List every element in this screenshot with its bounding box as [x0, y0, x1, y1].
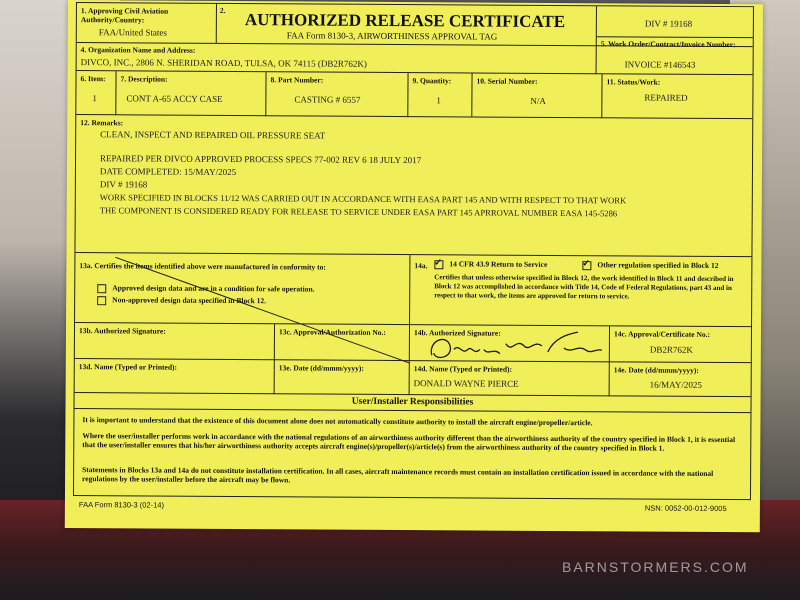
remark-line: REPAIRED PER DIVCO APPROVED PROCESS SPECS 77-002 REV 6 18 JULY 2017	[100, 153, 422, 166]
block-12-label: 12. Remarks:	[80, 118, 124, 128]
form-subtitle: FAA Form 8130-3, AIRWORTHINESS APPROVAL TAG	[286, 30, 498, 42]
block-9	[408, 73, 472, 117]
block-2	[217, 4, 597, 46]
responsibilities-body	[74, 409, 751, 499]
block-3-value: DIV # 19168	[644, 18, 693, 29]
block-7-label: 7. Description:	[120, 74, 168, 84]
block-1-label: 1. Approving Civil Aviation Authority/Country:	[80, 6, 169, 25]
block-13e-label: 13e. Date (dd/mmm/yyyy):	[278, 363, 364, 373]
block-13c	[275, 324, 410, 361]
block-13b	[75, 323, 275, 360]
remark-line: DIV # 19168	[99, 179, 148, 190]
block-14e-label: 14e. Date (dd/mmm/yyyy):	[613, 365, 699, 375]
block-10-value: N/A	[530, 95, 546, 106]
option-label: Non-approved design data specified in Block 12.	[112, 295, 267, 306]
block-14c-label: 14c. Approval/Certificate No.:	[613, 329, 711, 339]
block-8-value: CASTING # 6557	[294, 94, 361, 105]
block-5-label: 5. Work Order/Contract/Invoice Number:	[600, 39, 736, 50]
block-11-label: 11. Status/Work:	[606, 77, 661, 87]
block-6	[76, 71, 116, 115]
block-7	[116, 71, 266, 116]
responsibilities-p3: Statements in Blocks 13a and 14a do not constitute installation certification. In all cases, aircraft maintenance records must contain an installation certification issued in accordance with the national regulations by the user/installer before the aircraft may be flown.	[82, 465, 714, 485]
block-14c-value: DB2R762K	[649, 344, 693, 355]
block-14d-label: 14d. Name (Typed or Printed):	[413, 364, 513, 374]
block-1	[77, 3, 217, 44]
block-10-label: 10. Serial Number:	[476, 76, 538, 86]
block-1-value: FAA/United States	[98, 27, 167, 38]
block-2-label: 2.	[219, 5, 226, 15]
block-8-label: 8. Part Number:	[270, 75, 324, 85]
block-4-value: DIVCO, INC., 2806 N. SHERIDAN ROAD, TULSA, OK 74115 (DB2R762K)	[80, 57, 367, 69]
form-number-footer: FAA Form 8130-3 (02-14)	[78, 500, 164, 510]
block-14b	[410, 325, 610, 362]
block-13d	[75, 359, 275, 394]
block-5-value: INVOICE #146543	[624, 59, 696, 70]
block-13d-label: 13d. Name (Typed or Printed):	[78, 362, 178, 372]
remark-line: CLEAN, INSPECT AND REPAIRED OIL PRESSURE SEAT	[100, 129, 326, 141]
remark-line: DATE COMPLETED: 15/MAY/2025	[99, 166, 237, 178]
block-4	[77, 43, 597, 74]
block-14b-label: 14b. Authorized Signature:	[413, 328, 501, 338]
block-12	[75, 115, 752, 257]
block-14e	[610, 362, 751, 397]
responsibilities-title: User/Installer Responsibilities	[351, 396, 474, 408]
option-other-regulation[interactable]	[582, 260, 718, 271]
block-13b-label: 13b. Authorized Signature:	[78, 326, 166, 336]
block-14e-value: 16/MAY/2025	[649, 379, 702, 390]
block-7-value: CONT A-65 ACCY CASE	[126, 93, 223, 104]
block-4-label: 4. Organization Name and Address:	[80, 45, 196, 55]
responsibilities-p2: Where the user/installer performs work in accordance with the national regulations of an airworthiness authority different than the airworthiness authority of the country specified in Block 1, it is essential that the user/installer ensures that his/her airworthiness authority accepts aircraft engine(s)/propeller(s)/article(s) from the airworthiness authority of the country specified in Block 1.	[82, 431, 736, 454]
block-14a	[410, 255, 751, 327]
checkmark-icon[interactable]	[434, 260, 443, 269]
watermark: BARNSTORMERS.COM	[562, 559, 749, 575]
block-10	[472, 73, 602, 118]
remark-line: WORK SPECIFIED IN BLOCKS 11/12 WAS CARRIED OUT IN ACCORDANCE WITH EASA PART 145 AND WITH RESPECT TO THAT WORK	[99, 192, 627, 206]
block-6-value: 1	[92, 93, 97, 104]
block-14a-text: Certifies that unless otherwise specified in Block 12, the work identified in Block 11 and described in Block 12 was accomplished in accordance with Title 14, Code of Federal Regulations, part 43 and in respect to that work, the items are approved for return to service.	[434, 273, 734, 301]
form-grid	[73, 2, 754, 500]
remark-line: THE COMPONENT IS CONSIDERED READY FOR RELEASE TO SERVICE UNDER EASA PART 145 APRROVAL NUMBER EASA 145-5286	[99, 205, 618, 219]
block-11	[602, 74, 752, 119]
block-14d	[410, 361, 610, 396]
block-6-label: 6. Item:	[80, 74, 106, 84]
option-label: Other regulation specified in Block 12	[597, 260, 719, 270]
option-label: 14 CFR 43.9 Return to Service	[449, 259, 548, 269]
block-8	[266, 72, 408, 117]
responsibilities-p1: It is important to understand that the existence of this document alone does not automatically constitute authority to install the aircraft engine/propeller/article.	[82, 415, 593, 428]
block-14a-label: 14a.	[414, 261, 428, 271]
form-title: AUTHORIZED RELEASE CERTIFICATE	[244, 10, 566, 32]
certificate-sheet	[65, 0, 763, 532]
block-13e	[275, 360, 410, 395]
block-14c	[610, 326, 751, 363]
block-5	[597, 36, 753, 75]
block-13c-label: 13c. Approval/Authorization No.:	[278, 327, 386, 337]
block-9-label: 9. Quantity:	[412, 76, 452, 86]
block-11-value: REPAIRED	[644, 92, 688, 103]
checkmark-icon[interactable]	[582, 261, 591, 270]
block-9-value: 1	[436, 95, 441, 106]
nsn-footer: NSN: 0052-00-012-9005	[644, 503, 727, 514]
option-label: Approved design data and are in a condition for safe operation.	[112, 283, 315, 294]
block-13a-label: 13a. Certifies the items identified above were manufactured in conformity to:	[79, 261, 326, 272]
option-cfr-return[interactable]	[434, 259, 547, 269]
block-14d-value: DONALD WAYNE PIERCE	[413, 378, 519, 389]
